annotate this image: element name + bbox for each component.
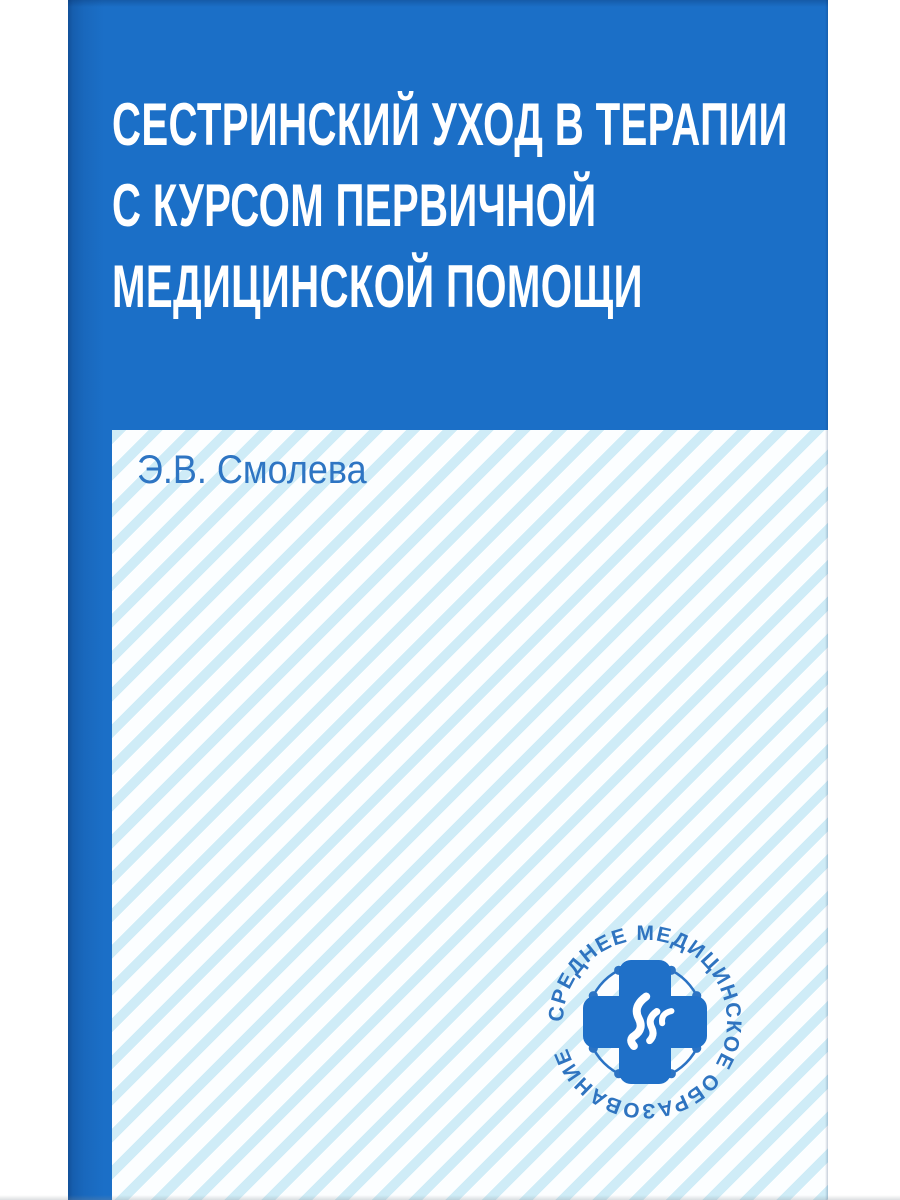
series-circular-text: СРЕДНЕЕ МЕДИЦИНСКОЕ ОБРАЗОВАНИЕ <box>544 921 746 1123</box>
title-line-1: СЕСТРИНСКИЙ УХОД В ТЕРАПИИ <box>112 91 788 158</box>
title-line-3: МЕДИЦИНСКОЙ ПОМОЩИ <box>112 253 643 320</box>
spine-shadow <box>68 0 104 1200</box>
medical-cross-icon <box>583 960 707 1084</box>
title-line-2: С КУРСОМ ПЕРВИЧНОЙ <box>112 172 597 239</box>
series-emblem-graphic <box>510 887 780 1157</box>
top-edge-shadow <box>68 0 828 7</box>
book-title <box>112 84 788 327</box>
author-name: Э.В. Смолева <box>137 448 367 492</box>
book-cover <box>68 0 828 1200</box>
series-emblem <box>510 887 780 1157</box>
